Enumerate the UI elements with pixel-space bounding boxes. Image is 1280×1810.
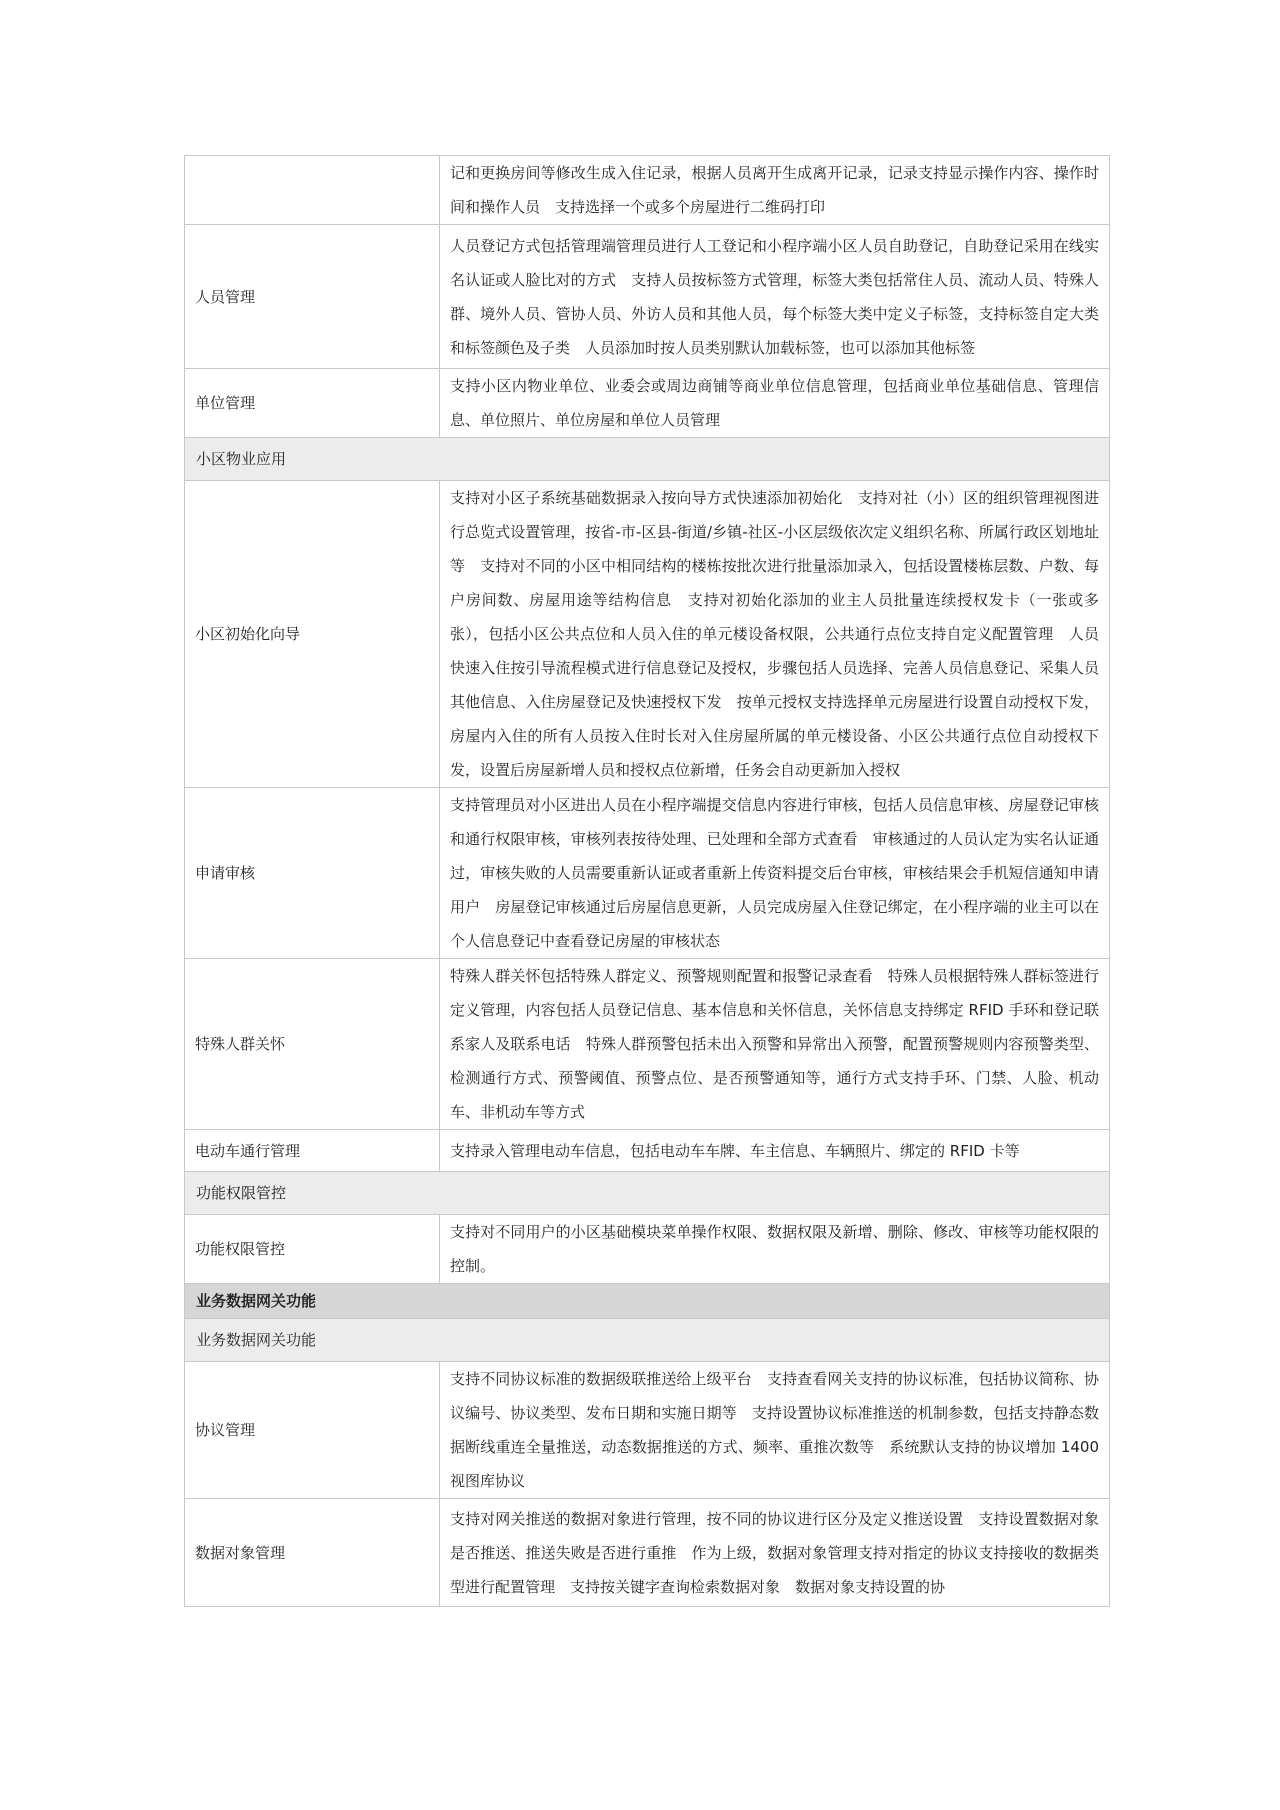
feature-name-cell: 特殊人群关怀 [185, 959, 440, 1130]
section-header-row [185, 1172, 1110, 1215]
table-row [185, 788, 1110, 959]
feature-description-cell: 支持不同协议标准的数据级联推送给上级平台 支持查看网关支持的协议标准，包括协议简称、协议编号、协议类型、发布日期和实施日期等 支持设置协议标准推送的机制参数，包括支持静态数据断线重连全量推送，动态数据推送的方式、频率、重推次数等 系统默认支持的协议增加 1400 视图库协议 [440, 1362, 1110, 1499]
table-row [185, 1215, 1110, 1284]
feature-description-cell: 支持小区内物业单位、业委会或周边商铺等商业单位信息管理，包括商业单位基础信息、管理信息、单位照片、单位房屋和单位人员管理 [440, 369, 1110, 438]
feature-description-cell: 人员登记方式包括管理端管理员进行人工登记和小程序端小区人员自助登记，自助登记采用在线实名认证或人脸比对的方式 支持人员按标签方式管理，标签大类包括常住人员、流动人员、特殊人群、境外人员、管协人员、外访人员和其他人员，每个标签大类中定义子标签，支持标签自定大类和标签颜色及子类 人员添加时按人员类别默认加载标签，也可以添加其他标签 [440, 225, 1110, 369]
feature-description-cell: 支持管理员对小区进出人员在小程序端提交信息内容进行审核，包括人员信息审核、房屋登记审核和通行权限审核，审核列表按待处理、已处理和全部方式查看 审核通过的人员认定为实名认证通过，审核失败的人员需要重新认证或者重新上传资料提交后台审核，审核结果会手机短信通知申请用户 房屋登记审核通过后房屋信息更新，人员完成房屋入住登记绑定，在小程序端的业主可以在个人信息登记中查看登记房屋的审核状态 [440, 788, 1110, 959]
feature-name-cell: 单位管理 [185, 369, 440, 438]
feature-name-cell: 电动车通行管理 [185, 1130, 440, 1172]
feature-name-cell: 功能权限管控 [185, 1215, 440, 1284]
table-row [185, 1499, 1110, 1607]
requirements-table [184, 155, 1110, 1607]
section-title: 功能权限管控 [185, 1172, 1110, 1215]
feature-description-cell: 支持对网关推送的数据对象进行管理，按不同的协议进行区分及定义推送设置 支持设置数据对象是否推送、推送失败是否进行重推 作为上级，数据对象管理支持对指定的协议支持接收的数据类型进行配置管理 支持按关键字查询检索数据对象 数据对象支持设置的协 [440, 1499, 1110, 1607]
table-row [185, 1130, 1110, 1172]
table-row [185, 1362, 1110, 1499]
feature-description-cell: 记和更换房间等修改生成入住记录，根据人员离开生成离开记录，记录支持显示操作内容、操作时间和操作人员 支持选择一个或多个房屋进行二维码打印 [440, 156, 1110, 225]
feature-name-cell: 申请审核 [185, 788, 440, 959]
table-row [185, 225, 1110, 369]
section-title: 小区物业应用 [185, 438, 1110, 481]
feature-name-cell: 数据对象管理 [185, 1499, 440, 1607]
feature-description-cell: 支持对小区子系统基础数据录入按向导方式快速添加初始化 支持对社（小）区的组织管理视图进行总览式设置管理，按省-市-区县-街道/乡镇-社区-小区层级依次定义组织名称、所属行政区划地址等 支持对不同的小区中相同结构的楼栋按批次进行批量添加录入，包括设置楼栋层数、户数、每户房间数、房屋用途等结构信息 支持对初始化添加的业主人员批量连续授权发卡（一张或多张），包括小区公共点位和人员入住的单元楼设备权限，公共通行点位支持自定义配置管理 人员快速入住按引导流程模式进行信息登记及授权，步骤包括人员选择、完善人员信息登记、采集人员其他信息、入住房屋登记及快速授权下发 按单元授权支持选择单元房屋进行设置自动授权下发，房屋内入住的所有人员按入住时长对入住房屋所属的单元楼设备、小区公共通行点位自动授权下发，设置后房屋新增人员和授权点位新增，任务会自动更新加入授权 [440, 481, 1110, 788]
section-header-row [185, 1319, 1110, 1362]
major-section-title: 业务数据网关功能 [185, 1284, 1110, 1319]
table-row [185, 369, 1110, 438]
feature-name-cell [185, 156, 440, 225]
feature-name-cell: 小区初始化向导 [185, 481, 440, 788]
feature-description-cell: 特殊人群关怀包括特殊人群定义、预警规则配置和报警记录查看 特殊人员根据特殊人群标签进行定义管理，内容包括人员登记信息、基本信息和关怀信息，关怀信息支持绑定 RFID 手环和登记联系家人及联系电话 特殊人群预警包括未出入预警和异常出入预警，配置预警规则内容预警类型、检测通行方式、预警阈值、预警点位、是否预警通知等，通行方式支持手环、门禁、人脸、机动车、非机动车等方式 [440, 959, 1110, 1130]
section-header-row [185, 438, 1110, 481]
major-section-header-row [185, 1284, 1110, 1319]
feature-description-cell: 支持录入管理电动车信息，包括电动车车牌、车主信息、车辆照片、绑定的 RFID 卡等 [440, 1130, 1110, 1172]
requirements-table-body [185, 156, 1110, 1607]
table-row [185, 481, 1110, 788]
section-title: 业务数据网关功能 [185, 1319, 1110, 1362]
feature-name-cell: 人员管理 [185, 225, 440, 369]
feature-name-cell: 协议管理 [185, 1362, 440, 1499]
feature-description-cell: 支持对不同用户的小区基础模块菜单操作权限、数据权限及新增、删除、修改、审核等功能权限的控制。 [440, 1215, 1110, 1284]
table-row [185, 156, 1110, 225]
table-row [185, 959, 1110, 1130]
